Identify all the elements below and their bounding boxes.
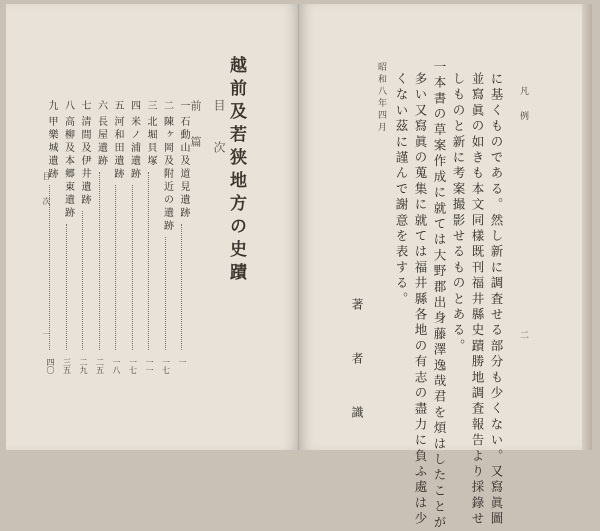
toc-leader-dots (132, 185, 133, 350)
toc-number: 七 (79, 100, 90, 111)
preface-line: しものと新に考案撮影せるものとある。 (451, 72, 466, 355)
toc-leader-dots (49, 185, 50, 350)
toc-leader-dots (181, 224, 182, 350)
contents-heading: 目 次 (212, 99, 226, 161)
preface-line: 多い又寫眞の蒐集に就ては福井縣各地の有志の盡力に負ふ處は少 (413, 72, 428, 528)
toc-page-number: 二九 (79, 358, 88, 374)
toc-number: 三 (145, 100, 156, 111)
toc-number: 五 (112, 100, 123, 111)
toc-page-number: 一七 (161, 358, 171, 374)
page-edge (582, 4, 592, 450)
footer-page-number: 一 (42, 330, 51, 342)
toc-page-number: 四〇 (46, 358, 55, 374)
toc-number: 八 (62, 100, 74, 111)
book-title: 越前及若狭地方の史蹟 (226, 56, 246, 286)
preface-date: 昭和八年四月 (376, 62, 386, 134)
preface-author: 著 者 識 (350, 298, 364, 432)
toc-leader-dots (99, 172, 100, 350)
toc-entry-title[interactable]: 石動山及道見遺跡 (178, 116, 189, 220)
toc-number: 一 (178, 100, 189, 111)
toc-page-number: 三五 (62, 358, 72, 374)
toc-entry-title[interactable]: 長屋遺跡 (95, 116, 107, 168)
toc-page-number: 二五 (95, 358, 105, 374)
footer-label: 目 次 (42, 172, 51, 209)
preface-line: 一本書の草案作成に就ては大野郡出身藤澤逸哉君を煩はしたことが (432, 60, 447, 531)
toc-page-number: 一 (178, 358, 187, 366)
toc-number: 九 (46, 100, 57, 111)
toc-number: 二 (161, 100, 173, 111)
section-heading: 前 篇 (189, 100, 202, 153)
toc-entry-title[interactable]: 米ノ浦遺跡 (128, 116, 140, 181)
toc-entry-title[interactable]: 清間及伊井遺跡 (79, 116, 90, 207)
preface-line: くない茲に謹んで謝意を表する。 (394, 72, 409, 308)
preface-line: に基くものである。然し新に調査せる部分も少くない。又寫眞圖 (489, 72, 504, 528)
right-page (299, 4, 592, 531)
toc-page-number: 一一 (145, 358, 154, 374)
toc-leader-dots (165, 237, 166, 350)
toc-leader-dots (66, 224, 67, 350)
header-page-number: 二 (518, 330, 528, 342)
toc-entry-title[interactable]: 甲樂城遺跡 (46, 116, 57, 181)
toc-leader-dots (115, 185, 116, 350)
toc-entry-title[interactable]: 陳ヶ岡及附近の遺跡 (161, 116, 173, 233)
toc-leader-dots (82, 211, 83, 350)
book-spread (6, 4, 592, 531)
preface-line: 並寫眞の如きも本文同樣既刊福井縣史蹟勝地調査報告より採錄せ (470, 72, 485, 528)
toc-entry-title[interactable]: 河和田遺跡 (112, 116, 123, 181)
toc-number: 六 (95, 100, 107, 111)
toc-page-number: 一八 (112, 358, 121, 374)
toc-entry-title[interactable]: 北堀貝塚 (145, 116, 156, 168)
header-label: 凡 例 (518, 86, 528, 123)
toc-leader-dots (148, 172, 149, 350)
left-page (6, 4, 299, 450)
toc-number: 四 (128, 100, 140, 111)
toc-entry-title[interactable]: 高柳及本郷東遺跡 (62, 116, 74, 220)
toc-page-number: 一七 (128, 358, 138, 374)
